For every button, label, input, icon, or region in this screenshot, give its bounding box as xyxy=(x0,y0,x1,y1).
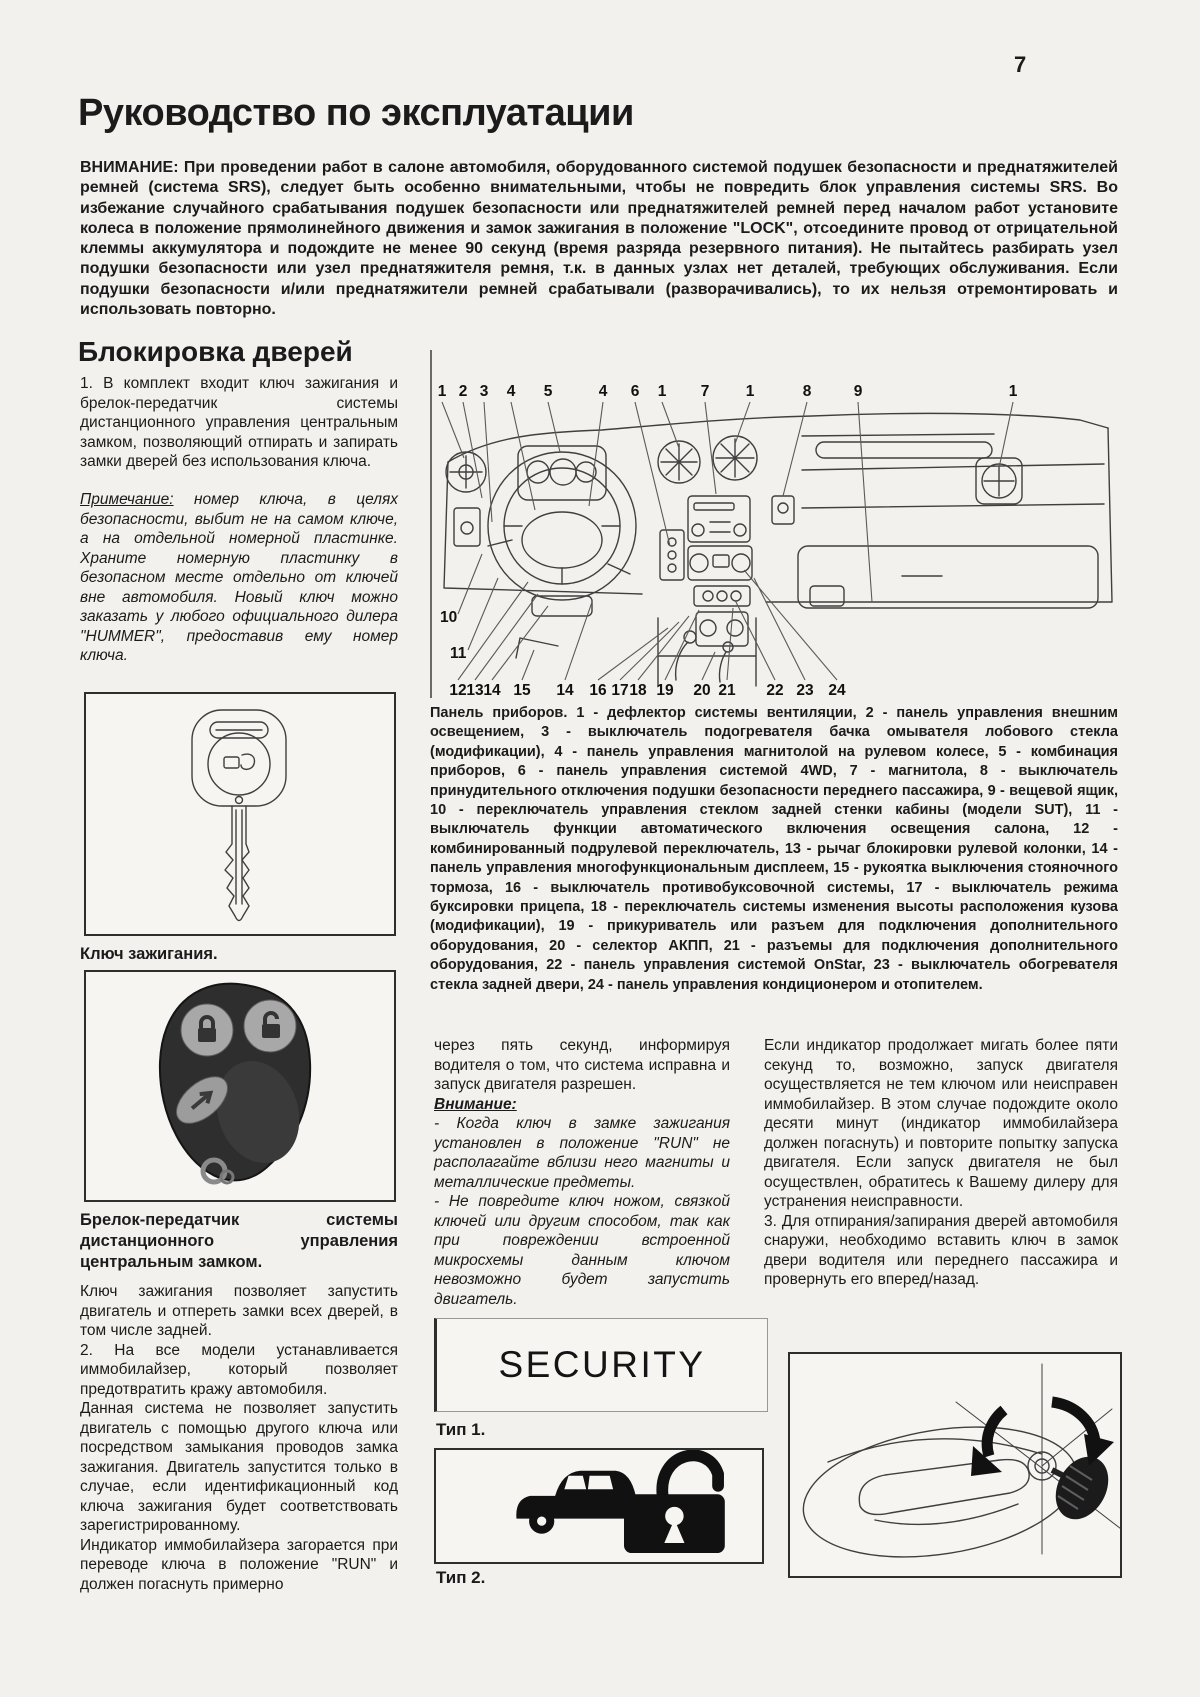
door-lock-paragraph-1: 1. В комплект входит ключ зажигания и брелок-передатчик системы дистанционного управления центральным замком, позволяющий отпирать и запирать замки дверей без использования ключа. xyxy=(80,375,398,470)
svg-text:2: 2 xyxy=(458,383,468,400)
door-handle-illustration xyxy=(790,1354,1120,1576)
svg-text:14: 14 xyxy=(556,682,574,698)
middle-column-text xyxy=(434,1036,730,1309)
svg-text:15: 15 xyxy=(513,682,531,698)
svg-text:1: 1 xyxy=(437,383,447,400)
fob-unlock-button xyxy=(244,1000,296,1052)
svg-text:1: 1 xyxy=(745,383,755,400)
srs-warning-paragraph: ВНИМАНИЕ: При проведении работ в салоне автомобиля, оборудованного системой подушек безопасности и преднатяжителей ремней (система SRS), следует быть особенно внимательными, чтобы не повредить блок управления системы SRS. Во избежание случайного срабатывания подушек безопасности или преднатяжителей ремней перед началом работ установите колеса в положение прямолинейного движения и замок зажигания в положение "LOCK", отсоедините провод от отрицательной клеммы аккумулятора и подождите не менее 90 секунд (время разряда резервного питания). Не пытайтесь разбирать узел подушки безопасности или узел преднатяжителя ремня, т.к. в данных узлах нет деталей, требующих обслуживания. Если подушки безопасности и/или преднатяжители ремней срабатывали (разворачивались), то их нельзя отремонтировать и использовать повторно. xyxy=(80,159,1118,319)
attention-label: Внимание: xyxy=(434,1095,517,1113)
dashboard-diagram-figure xyxy=(430,350,1120,698)
paragraph: Индикатор иммобилайзера загорается при переводе ключа в положение "RUN" и должен погаснуть примерно xyxy=(80,1536,398,1593)
note-text: номер ключа, в целях безопасности, выбит не на самом ключе, а на отдельной номерной пластинке. Храните номерную пластинку в безопасном месте отдельно от ключей вне автомобиля. Новый ключ можно заказать у любого официального дилера "HUMMER", предоставив ему номер ключа. xyxy=(80,491,398,664)
key-number-note xyxy=(80,490,398,666)
car-lock-pictogram xyxy=(436,1450,762,1562)
svg-text:18: 18 xyxy=(629,682,647,698)
paragraph: Если индикатор продолжает мигать более пяти секунд то, возможно, запуск двигателя осуществляется не тем ключом или неисправен иммобилайзер. В этом случае подождите около десяти минут (индикатор иммобилайзера должен погаснуть) и повторите попытку запуска двигателя. Если запуск двигателя не был осуществлен, обратитесь к Вашему дилеру для устранения неисправности. xyxy=(764,1037,1118,1210)
svg-text:12: 12 xyxy=(449,682,467,698)
paragraph: Ключ зажигания позволяет запустить двигатель и отпереть замки всех дверей, в том числе задней. xyxy=(80,1283,398,1339)
fob-figure-caption: Брелок-передатчик системы дистанционного управления центральным замком. xyxy=(80,1211,398,1271)
ignition-key-figure xyxy=(84,692,396,936)
svg-text:4: 4 xyxy=(598,383,608,400)
security-pictogram-figure xyxy=(434,1448,764,1564)
ignition-key-illustration xyxy=(86,694,394,934)
door-handle-figure xyxy=(788,1352,1122,1578)
attention-item: - Когда ключ в замке зажигания установлен в положение "RUN" не располагайте вблизи него магниты и металлические предметы. xyxy=(434,1115,730,1191)
svg-text:3: 3 xyxy=(479,383,489,400)
svg-text:4: 4 xyxy=(506,383,516,400)
svg-text:14: 14 xyxy=(483,682,501,698)
right-column-text xyxy=(764,1036,1118,1290)
type2-label: Тип 2. xyxy=(436,1568,486,1587)
svg-text:6: 6 xyxy=(630,383,640,400)
fob-lock-button xyxy=(181,1004,233,1056)
dashboard-diagram-caption: Панель приборов. 1 - дефлектор системы вентиляции, 2 - панель управления внешним освещением, 3 - выключатель подогревателя бачка омывателя лобового стекла (модификации), 4 - панель управления магнитолой на рулевом колесе, 5 - комбинация приборов, 6 - панель управления системой 4WD, 7 - магнитола, 8 - выключатель принудительного отключения подушки безопасности переднего пассажира, 9 - вещевой ящик, 10 - переключатель управления стеклом задней стенки кабины (модели SUT), 11 - выключатель функции автоматического включения освещения салона, 12 - комбинированный подрулевой переключатель, 13 - рычаг блокировки рулевой колонки, 14 - панель управления многофункциональным дисплеем, 15 - рукоятка выключения стояночного тормоза, 16 - выключатель противобуксовочной системы, 17 - выключатель режима буксировки прицепа, 18 - переключатель системы изменения высоты расположения кузова (модификации), 19 - прикуриватель или разъем для подключения дополнительного оборудования, 20 - селектор АКПП, 21 - разъемы для подключения дополнительного оборудования, 22 - панель управления системой OnStar, 23 - выключатель обогревателя стекла задней двери, 24 - панель управления кондиционером и отопителем. xyxy=(430,705,1118,993)
padlock-shackle xyxy=(662,1455,718,1496)
svg-text:13: 13 xyxy=(466,682,484,698)
key-figure-caption: Ключ зажигания. xyxy=(80,945,218,963)
svg-text:1: 1 xyxy=(657,383,667,400)
key-in-lock xyxy=(1045,1448,1118,1529)
diagram-callout-numbers xyxy=(438,383,1018,698)
attention-item: - Не повредите ключ ножом, связкой ключей или другим способом, так как при повреждении встроенной микросхемы данным ключом невозможно будет запустить двигатель. xyxy=(434,1193,730,1308)
svg-text:19: 19 xyxy=(656,682,674,698)
svg-text:21: 21 xyxy=(718,682,736,698)
svg-text:10: 10 xyxy=(440,609,458,626)
svg-text:5: 5 xyxy=(543,383,553,400)
security-indicator-text: SECURITY xyxy=(498,1344,706,1385)
left-column-text xyxy=(80,1282,398,1594)
svg-text:16: 16 xyxy=(589,682,607,698)
key-fob-illustration xyxy=(86,972,394,1200)
page-number: 7 xyxy=(1014,52,1027,77)
svg-text:8: 8 xyxy=(802,383,812,400)
svg-text:7: 7 xyxy=(700,383,710,400)
paragraph: через пять секунд, информируя водителя о том, что система исправна и запуск двигателя разрешен. xyxy=(434,1037,730,1093)
key-fob-figure xyxy=(84,970,396,1202)
paragraph: 3. Для отпирания/запирания дверей автомобиля снаружи, необходимо вставить ключ в замок двери водителя или переднего пассажира и провернуть его вперед/назад. xyxy=(764,1212,1118,1288)
paragraph: 2. На все модели устанавливается иммобилайзер, который позволяет предотвратить кражу автомобиля. xyxy=(80,1341,398,1398)
svg-text:20: 20 xyxy=(693,682,711,698)
security-indicator-figure xyxy=(434,1318,768,1412)
dashboard-line-art xyxy=(444,413,1112,686)
svg-text:17: 17 xyxy=(611,682,629,698)
svg-text:11: 11 xyxy=(450,645,467,662)
svg-text:1: 1 xyxy=(1008,383,1018,400)
svg-text:9: 9 xyxy=(853,383,863,400)
svg-text:24: 24 xyxy=(828,682,846,698)
leader-lines xyxy=(442,402,1013,680)
dashboard-diagram xyxy=(432,350,1120,698)
note-label: Примечание: xyxy=(80,491,174,508)
svg-text:23: 23 xyxy=(796,682,814,698)
page-title: Руководство по эксплуатации xyxy=(78,92,634,134)
section-heading-door-locking: Блокировка дверей xyxy=(78,336,353,367)
type1-label: Тип 1. xyxy=(436,1420,486,1439)
paragraph: Данная система не позволяет запустить двигатель с помощью другого ключа или посредством замыкания проводов замка зажигания. Двигатель запустится только в случае, если идентификационный код ключа зажигания будет соответствовать зарегистрированному. xyxy=(80,1400,398,1534)
svg-text:22: 22 xyxy=(766,682,784,698)
